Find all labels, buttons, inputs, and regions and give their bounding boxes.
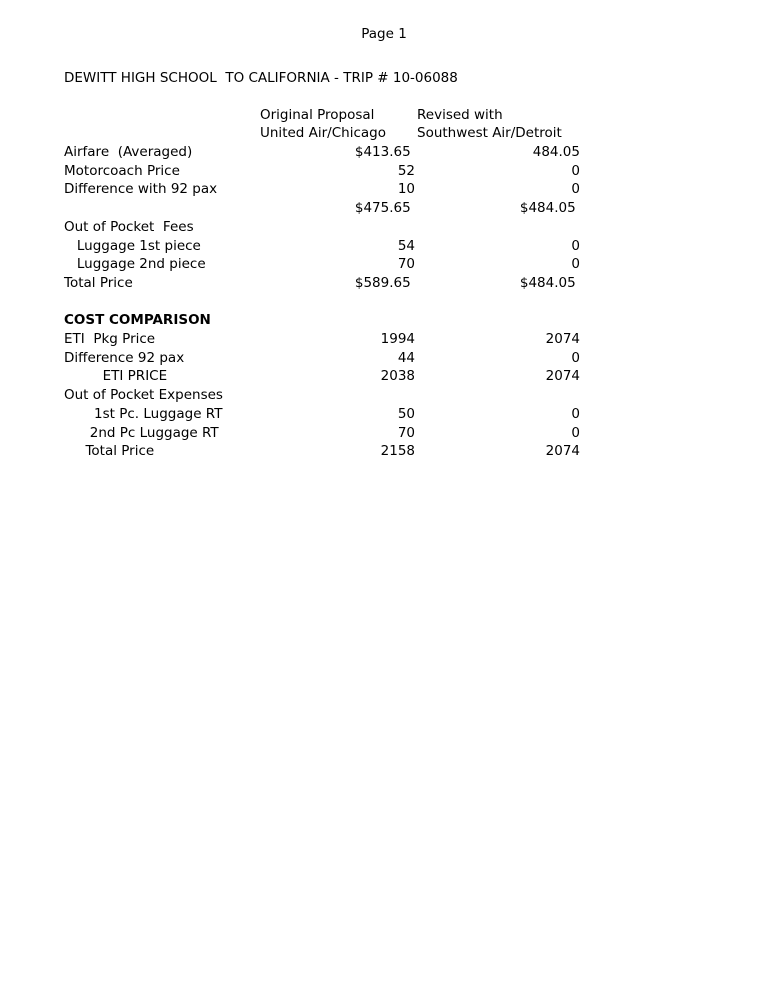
original-proposal-value: 10 [397,181,415,197]
row-label: Luggage 1st piece [64,238,201,254]
document-title: DEWITT HIGH SCHOOL TO CALIFORNIA - TRIP # 10-06088 [64,70,458,86]
original-proposal-value: $475.65 [354,200,415,216]
col1-header-line2: United Air/Chicago [260,125,386,141]
original-proposal-value: 1994 [380,331,415,347]
col1-header-line1: Original Proposal [260,107,375,123]
original-proposal-value: 52 [397,163,415,179]
revised-value: 2074 [545,443,580,459]
row-label: ETI PRICE [64,368,168,384]
original-proposal-value: $589.65 [354,275,415,291]
row-label: Difference with 92 pax [64,181,218,197]
row-label: Airfare (Averaged) [64,144,193,160]
page-number-label: Page 1 [361,26,407,42]
col2-header-line1: Revised with [417,107,503,123]
original-proposal-value: 2158 [380,443,415,459]
row-label: Out of Pocket Expenses [64,387,223,403]
revised-value: 0 [571,350,580,366]
col2-header-line2: Southwest Air/Detroit [417,125,562,141]
revised-value: 0 [571,181,580,197]
revised-value: $484.05 [519,200,580,216]
row-label: ETI Pkg Price [64,331,156,347]
original-proposal-value: 44 [397,350,415,366]
section-heading: COST COMPARISON [64,312,211,328]
row-label: Motorcoach Price [64,163,180,179]
row-label: Luggage 2nd piece [64,256,206,272]
original-proposal-value: 70 [397,256,415,272]
row-label: Total Price [64,443,155,459]
revised-value: 484.05 [532,144,580,160]
revised-value: 0 [571,238,580,254]
row-label: 1st Pc. Luggage RT [64,406,223,422]
row-label: Difference 92 pax [64,350,185,366]
row-label: Out of Pocket Fees [64,219,194,235]
revised-value: $484.05 [519,275,580,291]
original-proposal-value: 70 [397,425,415,441]
original-proposal-value: 54 [397,238,415,254]
revised-value: 2074 [545,368,580,384]
original-proposal-value: 50 [397,406,415,422]
revised-value: 0 [571,163,580,179]
original-proposal-value: 2038 [380,368,415,384]
revised-value: 2074 [545,331,580,347]
original-proposal-value: $413.65 [354,144,415,160]
revised-value: 0 [571,256,580,272]
revised-value: 0 [571,425,580,441]
revised-value: 0 [571,406,580,422]
row-label: Total Price [64,275,133,291]
row-label: 2nd Pc Luggage RT [64,425,219,441]
